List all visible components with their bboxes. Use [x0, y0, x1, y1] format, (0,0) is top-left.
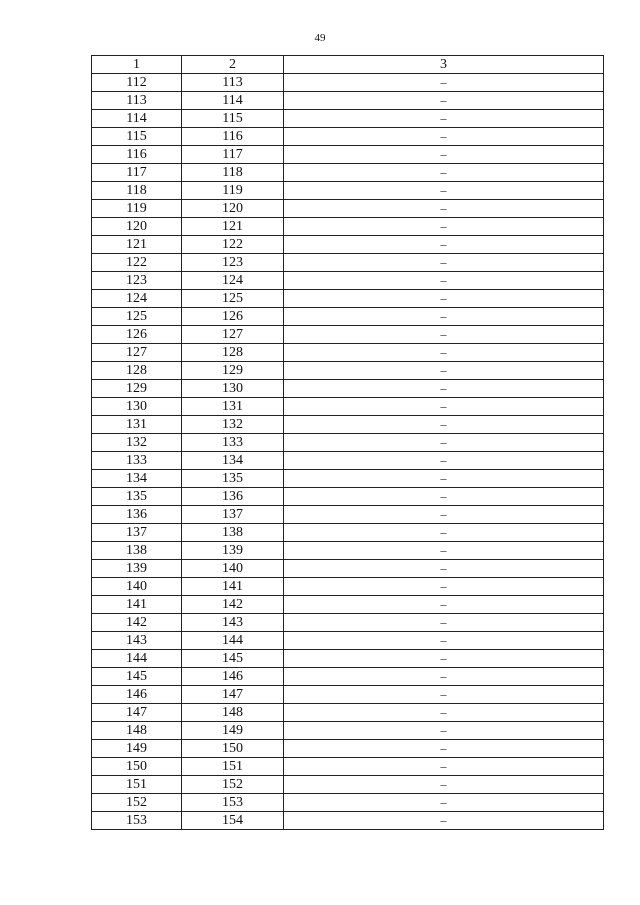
table-cell: 117: [182, 146, 284, 164]
table-cell: –: [284, 794, 604, 812]
table-row: [92, 578, 604, 596]
table-row: [92, 776, 604, 794]
table-cell: 133: [92, 452, 182, 470]
table-cell: 128: [182, 344, 284, 362]
table-cell: 142: [182, 596, 284, 614]
table-row: [92, 704, 604, 722]
table-cell: 116: [182, 128, 284, 146]
table-row: [92, 200, 604, 218]
table-row: [92, 146, 604, 164]
table-cell: 144: [182, 632, 284, 650]
table-cell: 141: [92, 596, 182, 614]
table-cell: 132: [92, 434, 182, 452]
table-row: [92, 542, 604, 560]
table-cell: –: [284, 812, 604, 830]
table-cell: –: [284, 200, 604, 218]
table-cell: 153: [92, 812, 182, 830]
table-row: [92, 488, 604, 506]
table-cell: –: [284, 506, 604, 524]
data-table: [91, 55, 604, 830]
table-cell: 123: [182, 254, 284, 272]
table-row: [92, 758, 604, 776]
table-row: [92, 236, 604, 254]
table-cell: 121: [182, 218, 284, 236]
table-cell: 121: [92, 236, 182, 254]
table-row: [92, 362, 604, 380]
page-number: 49: [314, 32, 326, 44]
table-cell: –: [284, 740, 604, 758]
table-cell: 137: [182, 506, 284, 524]
table-cell: 145: [182, 650, 284, 668]
table-cell: –: [284, 758, 604, 776]
table-cell: –: [284, 614, 604, 632]
table-cell: 142: [92, 614, 182, 632]
table-cell: –: [284, 452, 604, 470]
table-cell: 147: [92, 704, 182, 722]
table-cell: 148: [92, 722, 182, 740]
table-cell: 150: [182, 740, 284, 758]
table-cell: 128: [92, 362, 182, 380]
table-row: [92, 74, 604, 92]
table-cell: 140: [92, 578, 182, 596]
table-cell: 136: [182, 488, 284, 506]
table-cell: –: [284, 182, 604, 200]
table-row: [92, 614, 604, 632]
table-cell: 151: [182, 758, 284, 776]
table-cell: 113: [182, 74, 284, 92]
table-cell: –: [284, 668, 604, 686]
column-header: 1: [92, 56, 182, 74]
table-cell: 127: [92, 344, 182, 362]
table-cell: 140: [182, 560, 284, 578]
table-row: [92, 308, 604, 326]
table-cell: 118: [92, 182, 182, 200]
table-cell: 131: [92, 416, 182, 434]
table-cell: 124: [92, 290, 182, 308]
table-cell: 139: [182, 542, 284, 560]
table-cell: –: [284, 164, 604, 182]
table-cell: –: [284, 560, 604, 578]
table-cell: –: [284, 488, 604, 506]
table-cell: –: [284, 254, 604, 272]
table-row: [92, 434, 604, 452]
table-cell: 137: [92, 524, 182, 542]
table-cell: –: [284, 344, 604, 362]
table-cell: –: [284, 704, 604, 722]
table-cell: 134: [182, 452, 284, 470]
table-cell: 118: [182, 164, 284, 182]
table-cell: –: [284, 380, 604, 398]
table-cell: 126: [92, 326, 182, 344]
table-cell: 119: [182, 182, 284, 200]
table-cell: –: [284, 146, 604, 164]
table-cell: –: [284, 650, 604, 668]
table-cell: 135: [92, 488, 182, 506]
table-cell: –: [284, 776, 604, 794]
table-cell: 129: [182, 362, 284, 380]
table-cell: 143: [92, 632, 182, 650]
table-cell: 117: [92, 164, 182, 182]
table-cell: –: [284, 524, 604, 542]
table-cell: 127: [182, 326, 284, 344]
table-cell: 116: [92, 146, 182, 164]
table-cell: –: [284, 596, 604, 614]
table-row: [92, 128, 604, 146]
table-cell: –: [284, 398, 604, 416]
table-row: [92, 596, 604, 614]
column-header: 3: [284, 56, 604, 74]
table-row: [92, 686, 604, 704]
table-cell: 125: [92, 308, 182, 326]
table-row: [92, 560, 604, 578]
table-cell: 124: [182, 272, 284, 290]
table-cell: 152: [92, 794, 182, 812]
table-cell: 130: [92, 398, 182, 416]
table-cell: 133: [182, 434, 284, 452]
table-row: [92, 470, 604, 488]
table-cell: 122: [182, 236, 284, 254]
table-cell: –: [284, 272, 604, 290]
table-row: [92, 794, 604, 812]
table-row: [92, 452, 604, 470]
table-cell: 135: [182, 470, 284, 488]
table-cell: –: [284, 578, 604, 596]
table-cell: 134: [92, 470, 182, 488]
table-header-row: [92, 56, 604, 74]
table-cell: –: [284, 290, 604, 308]
table-cell: 141: [182, 578, 284, 596]
table-cell: 112: [92, 74, 182, 92]
table-cell: 148: [182, 704, 284, 722]
table-cell: 154: [182, 812, 284, 830]
table-row: [92, 182, 604, 200]
table-cell: 113: [92, 92, 182, 110]
table-row: [92, 254, 604, 272]
table-row: [92, 380, 604, 398]
table-cell: –: [284, 110, 604, 128]
table-cell: 125: [182, 290, 284, 308]
table-row: [92, 650, 604, 668]
table-row: [92, 164, 604, 182]
table-cell: 132: [182, 416, 284, 434]
table-cell: 138: [182, 524, 284, 542]
table-cell: 123: [92, 272, 182, 290]
table-cell: –: [284, 632, 604, 650]
table-row: [92, 272, 604, 290]
table-cell: 146: [182, 668, 284, 686]
table-cell: 136: [92, 506, 182, 524]
table-cell: 126: [182, 308, 284, 326]
table-cell: –: [284, 434, 604, 452]
table-cell: –: [284, 128, 604, 146]
table-cell: 149: [92, 740, 182, 758]
table-row: [92, 668, 604, 686]
table-row: [92, 398, 604, 416]
table-cell: 151: [92, 776, 182, 794]
table-row: [92, 110, 604, 128]
table-row: [92, 344, 604, 362]
table-cell: –: [284, 92, 604, 110]
table-cell: 152: [182, 776, 284, 794]
table-cell: –: [284, 218, 604, 236]
table-cell: 138: [92, 542, 182, 560]
table-cell: 122: [92, 254, 182, 272]
table-row: [92, 290, 604, 308]
table-row: [92, 740, 604, 758]
table-cell: 120: [182, 200, 284, 218]
table-cell: 143: [182, 614, 284, 632]
table-cell: 119: [92, 200, 182, 218]
table-row: [92, 632, 604, 650]
table-row: [92, 506, 604, 524]
table-cell: –: [284, 686, 604, 704]
table-cell: –: [284, 74, 604, 92]
table-cell: –: [284, 326, 604, 344]
table-cell: 147: [182, 686, 284, 704]
table-row: [92, 218, 604, 236]
table-cell: 150: [92, 758, 182, 776]
table-cell: –: [284, 362, 604, 380]
table-cell: 115: [182, 110, 284, 128]
table-cell: –: [284, 542, 604, 560]
table-body: [92, 74, 604, 830]
table-cell: 153: [182, 794, 284, 812]
column-header: 2: [182, 56, 284, 74]
table-cell: 129: [92, 380, 182, 398]
table-cell: 144: [92, 650, 182, 668]
table-row: [92, 524, 604, 542]
table-row: [92, 416, 604, 434]
table-cell: 131: [182, 398, 284, 416]
table-cell: –: [284, 308, 604, 326]
table-cell: 145: [92, 668, 182, 686]
table-cell: 120: [92, 218, 182, 236]
table-cell: 149: [182, 722, 284, 740]
table-cell: 114: [182, 92, 284, 110]
table-cell: 146: [92, 686, 182, 704]
table-cell: 114: [92, 110, 182, 128]
table-cell: –: [284, 416, 604, 434]
table-row: [92, 92, 604, 110]
table-cell: 139: [92, 560, 182, 578]
table-row: [92, 326, 604, 344]
table-cell: –: [284, 470, 604, 488]
table-cell: 115: [92, 128, 182, 146]
table-cell: –: [284, 722, 604, 740]
table-row: [92, 722, 604, 740]
table-cell: –: [284, 236, 604, 254]
table-row: [92, 812, 604, 830]
table-cell: 130: [182, 380, 284, 398]
